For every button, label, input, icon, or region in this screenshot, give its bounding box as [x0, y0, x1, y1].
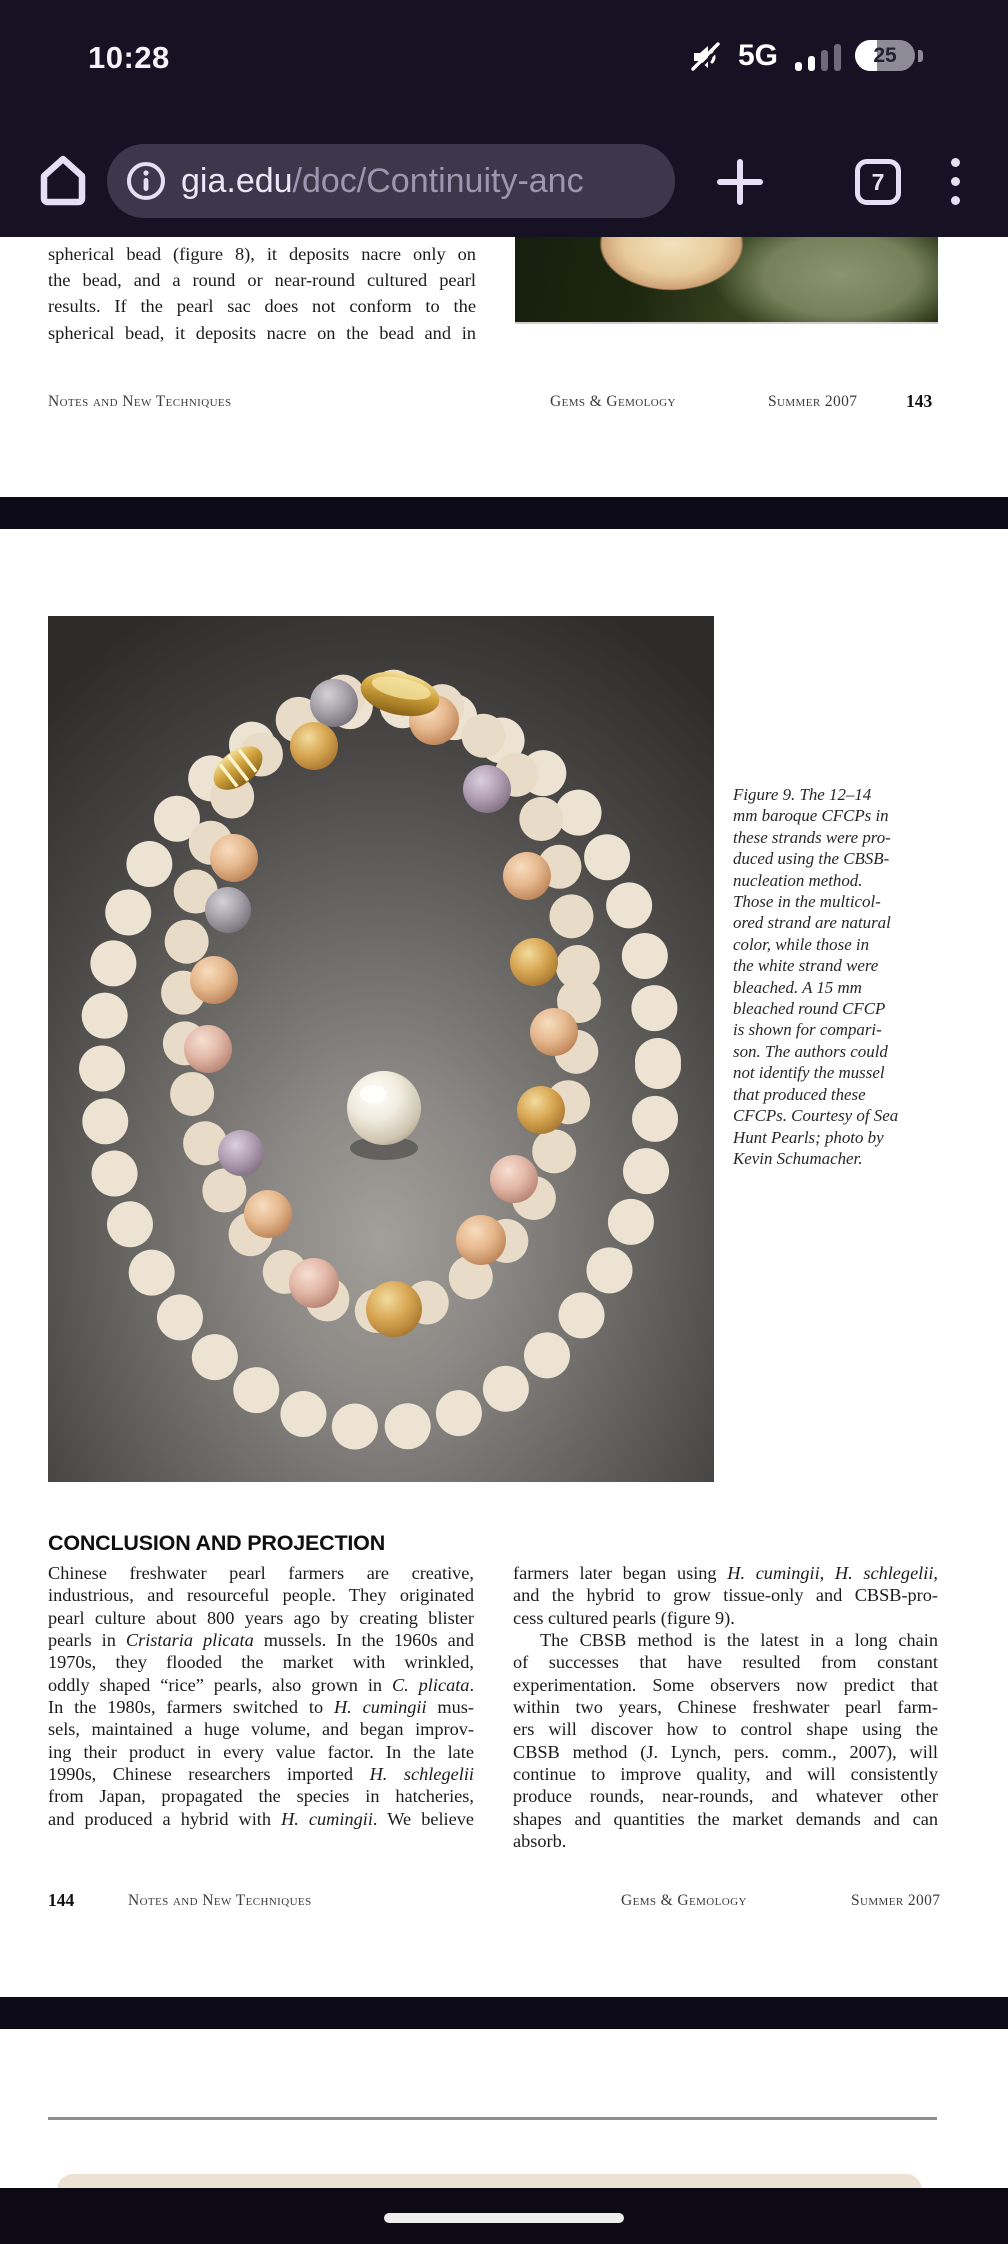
battery-nub — [918, 50, 923, 62]
menu-dot — [951, 177, 960, 186]
url-fade-overlay — [633, 144, 675, 218]
url-path: /doc/Continuity-anc — [292, 161, 584, 200]
conclusion-heading: CONCLUSION AND PROJECTION — [48, 1531, 386, 1555]
footer-section-label: Notes and New Techniques — [48, 393, 232, 410]
footer-page-number: 143 — [906, 391, 933, 411]
browser-header — [0, 0, 1008, 237]
pdf-page-separator — [0, 1997, 1008, 2029]
figure9-background — [48, 616, 714, 1482]
figure9-caption: Figure 9. The 12–14 mm baroque CFCPs in these strands were pro- duced using the CBSB- nucleation method. Those in the multicol- ored strand are natural color, while those in the white strand were bleached. A 15 mm bleached round CFCP is shown for compari- son. The authors could not identify the mussel that produced these CFCPs. Courtesy of Sea Hunt Pearls; photo by Kevin Schumacher. — [733, 785, 899, 1168]
next-page-rule — [48, 2117, 937, 2120]
network-type-label: 5G — [738, 39, 779, 72]
footer-journal-label: Gems & Gemology — [550, 393, 676, 410]
conclusion-column-left: Chinese freshwater pearl farmers are creative, industrious, and resourceful people. They originated pearl culture about 800 years ago by creating blister pearls in Cristaria plicata mussels. In the 1960s and 1970s, they flooded the market with wrinkled, oddly shaped “rice” pearls, also grown in C. plicata. In the 1980s, farmers switched to H. cumingii mus- sels, maintained a huge volume, and began improv- ing their product in every value factor. In the late 1990s, Chinese researchers imported H. schlegelii from Japan, propagated the species in hatcheries, and produced a hybrid with H. cumingii. We believe — [48, 1563, 475, 1829]
footer-page-number: 144 — [48, 1890, 75, 1910]
url-bar[interactable] — [107, 144, 675, 218]
battery-icon — [855, 40, 915, 71]
menu-dot — [951, 196, 960, 205]
tab-switcher-button[interactable] — [855, 159, 901, 205]
footer-issue-label: Summer 2007 — [851, 1892, 941, 1909]
mussel-shell-photo — [515, 237, 938, 324]
gesture-handle[interactable] — [384, 2213, 624, 2223]
conclusion-column-right: farmers later began using H. cumingii, H. schlegelii, and the hybrid to grow tissue-only and CBSB-pro- cess cultured pearls (figure 9). The CBSB method is the latest in a long chain of successes that have resulted from constant experimentation. Some observers now predict that within two years, Chinese freshwater pearl farm- ers will discover how to control shape using the CBSB method (J. Lynch, pers. comm., 2007), will continue to improve quality, and will consistently produce rounds, near-rounds, and whatever other shapes and quantities the market demands and can absorb. — [513, 1563, 938, 1852]
figure9-pearl-strands-photo — [48, 616, 714, 1482]
signal-strength-icon — [795, 44, 841, 71]
round-comparison-pearl — [347, 1071, 421, 1145]
url-text — [181, 162, 584, 201]
footer-section-label: Notes and New Techniques — [128, 1892, 312, 1909]
page143-body-text: spherical bead (figure 8), it deposits nacre only on the bead, and a round or near-round cultured pearl results. If the pearl sac does not conform to the spherical bead, it deposits nacre on the bead and in — [48, 244, 476, 343]
status-time: 10:28 — [88, 40, 170, 75]
url-domain: gia.edu — [181, 161, 293, 200]
browser-menu-button[interactable] — [947, 156, 965, 208]
pearl-highlight — [360, 1085, 386, 1103]
footer-journal-label: Gems & Gemology — [621, 1892, 747, 1909]
footer-issue-label: Summer 2007 — [768, 393, 858, 410]
tab-count: 7 — [871, 169, 885, 195]
pdf-page-separator — [0, 497, 1008, 529]
battery-percent: 25 — [873, 44, 897, 67]
home-button[interactable] — [36, 152, 90, 208]
volume-muted-icon — [690, 42, 722, 72]
new-tab-button[interactable] — [712, 154, 768, 210]
page-info-icon[interactable] — [125, 160, 167, 202]
menu-dot — [951, 158, 960, 167]
